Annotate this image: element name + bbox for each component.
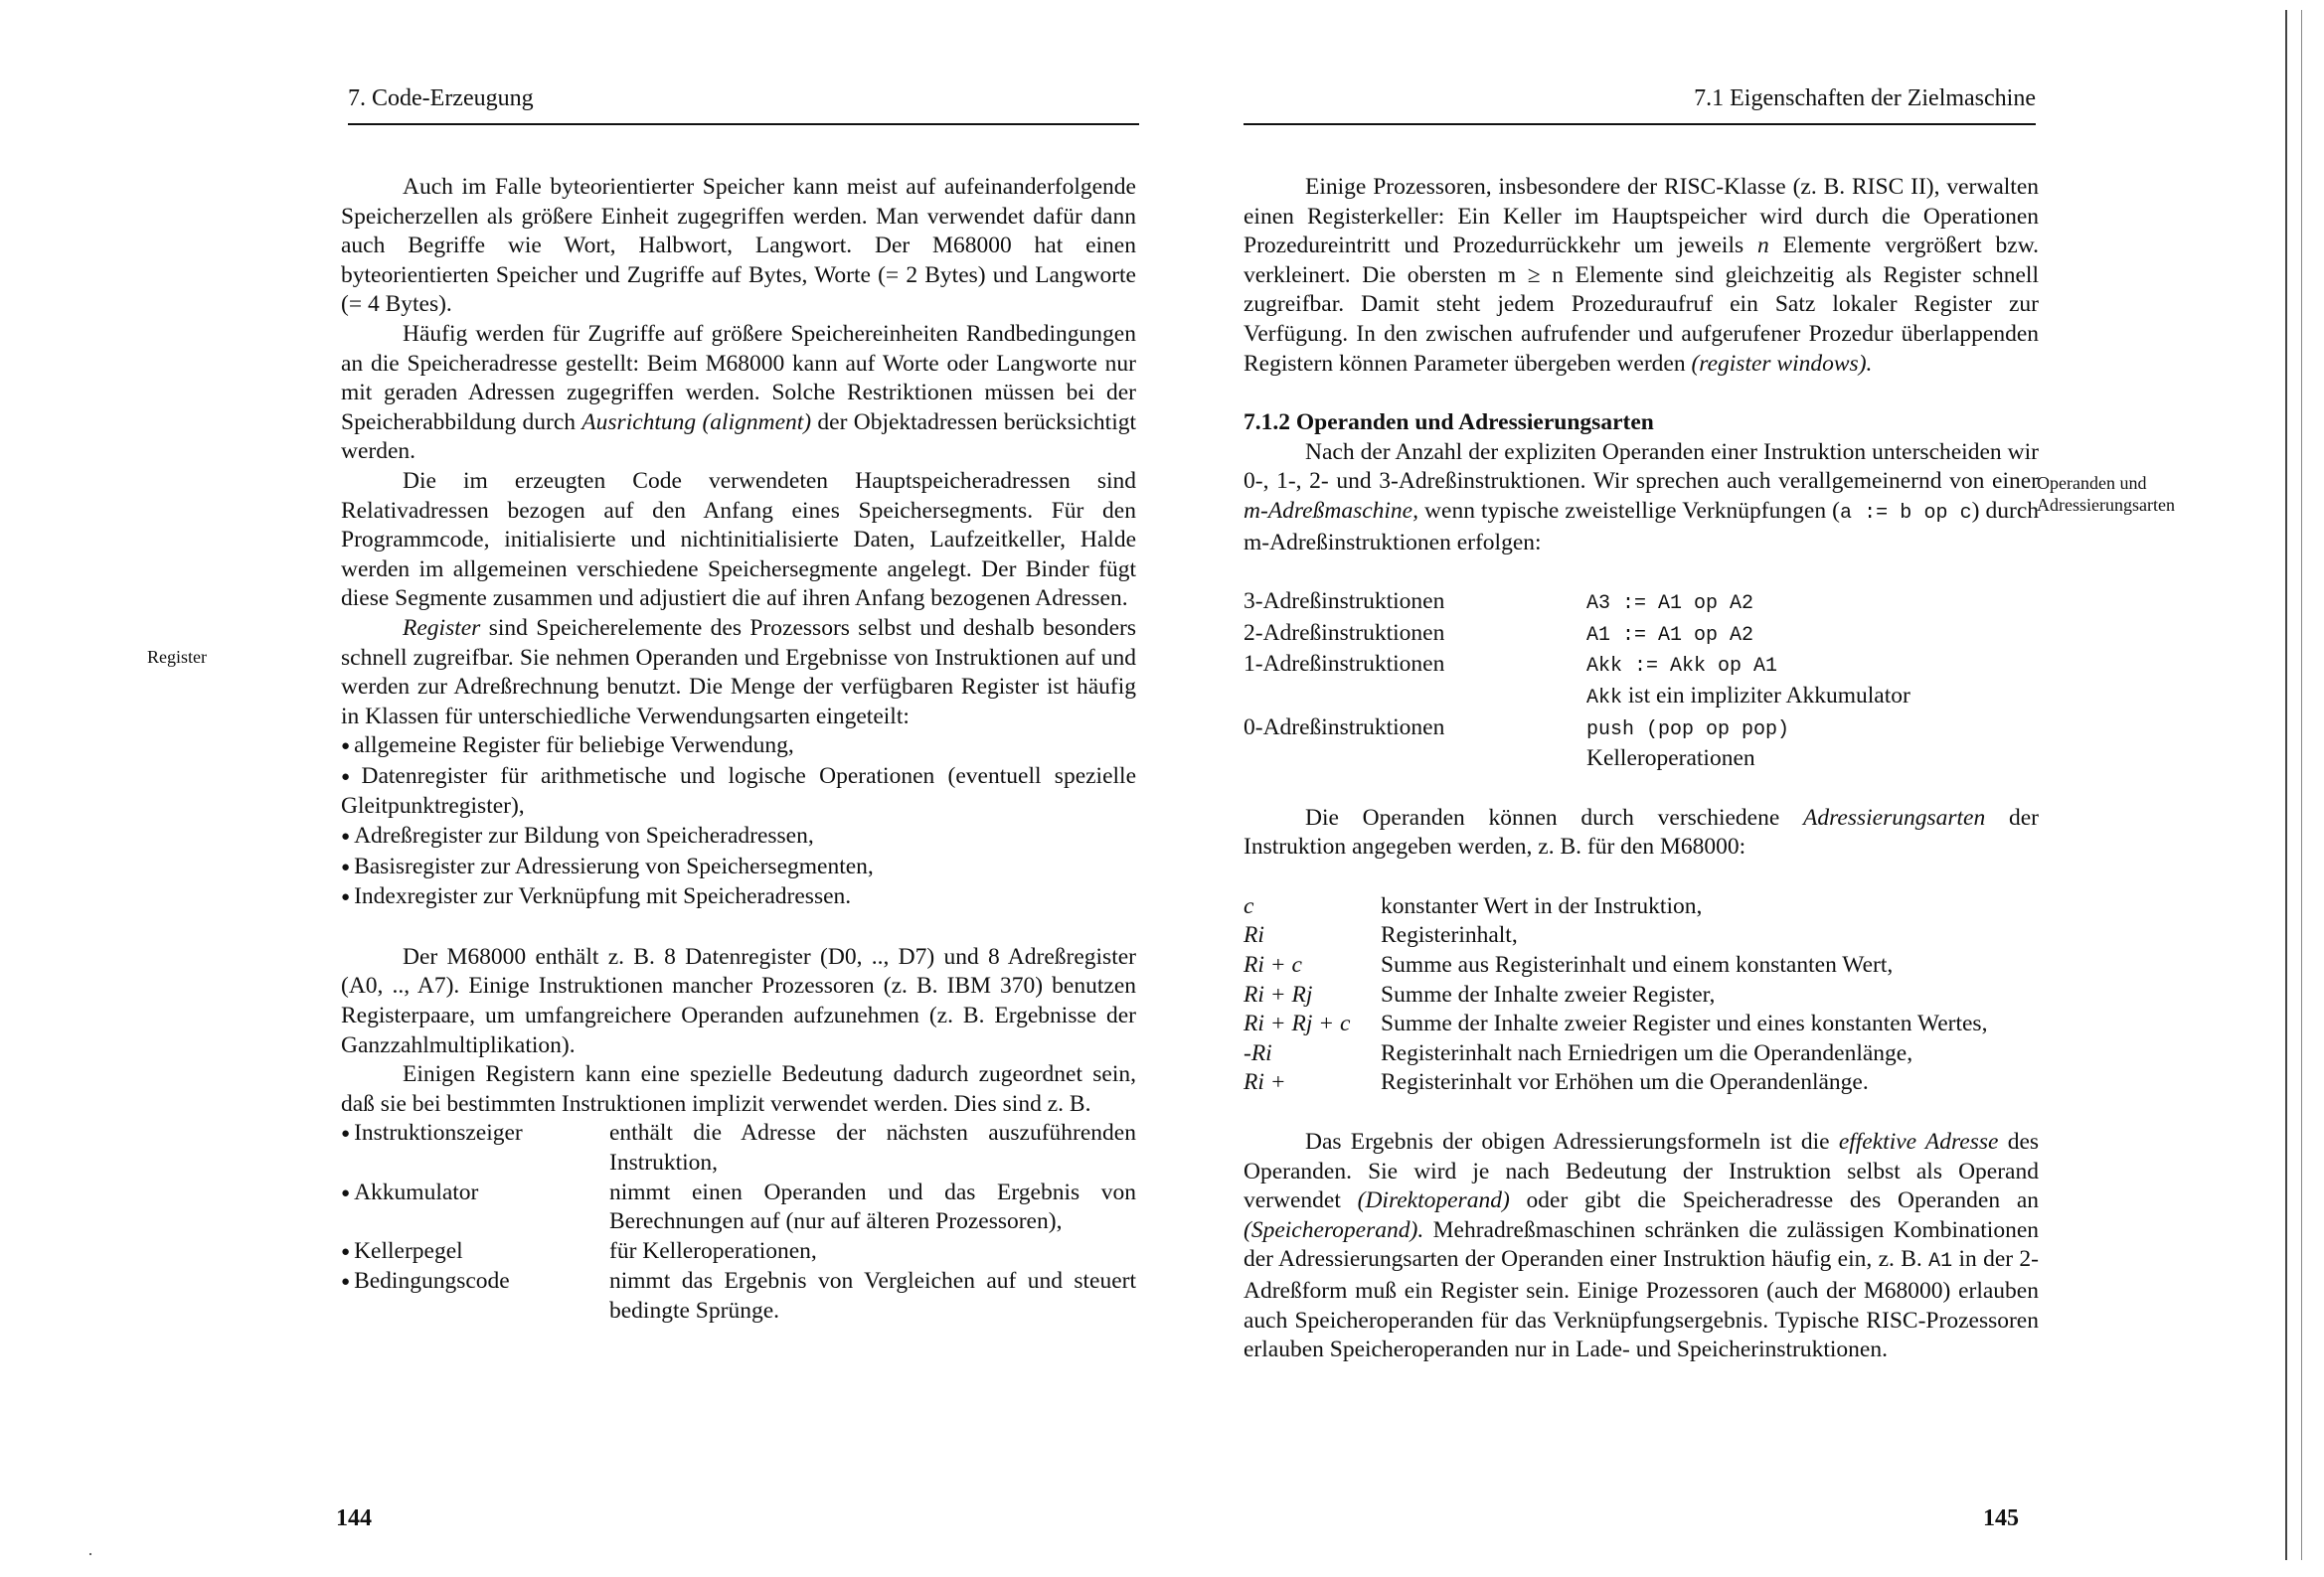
- paragraph: Register sind Speicherelemente des Prozessors selbst und deshalb besonders schnell zugreifbar. Sie nehmen Operanden und Ergebnisse von Instruktionen auf und werden zur Adreßrechnung benutzt. Die Menge der verfügbaren Register ist häufig in Klassen für unterschiedliche Verwendungsarten eingeteilt:: [341, 614, 1136, 729]
- list-item: ● allgemeine Register für beliebige Verwendung,: [341, 731, 1136, 762]
- paragraph: Die Operanden können durch verschiedene Adressierungsarten der Instruktion angegeben werden, z. B. für den M68000:: [1244, 804, 2039, 861]
- mode-symbol: Ri + Rj + c: [1244, 1011, 1351, 1037]
- instr-code: A1 := A1 op A2: [1586, 623, 1754, 647]
- instruction-table: [1244, 587, 2039, 774]
- mode-desc: Registerinhalt nach Erniedrigen um die Operandenlänge,: [1381, 1039, 1913, 1066]
- special-register-list: [341, 1119, 1136, 1326]
- mode-symbol: c: [1244, 892, 1254, 919]
- instr-label: 1-Adreßinstruktionen: [1244, 651, 1445, 678]
- list-term: ● Bedingungscode: [341, 1267, 609, 1326]
- mode-desc: Summe aus Registerinhalt und einem konstanten Wert,: [1381, 952, 1894, 979]
- instr-label: 2-Adreßinstruktionen: [1244, 619, 1445, 646]
- running-head-left: 7. Code-Erzeugung: [348, 83, 1139, 125]
- instr-label: 0-Adreßinstruktionen: [1244, 713, 1445, 740]
- scan-edge: [2301, 10, 2302, 1560]
- mode-desc: Registerinhalt,: [1381, 922, 1518, 949]
- instr-label: 3-Adreßinstruktionen: [1244, 588, 1445, 615]
- register-class-list: [341, 731, 1136, 913]
- list-term: ● Instruktionszeiger: [341, 1119, 609, 1178]
- paragraph: Die im erzeugten Code verwendeten Hauptspeicheradressen sind Relativadressen bezogen auf den Anfang eines Speichersegments. Für den Programmcode, initialisierte und nichtinitialisierte Daten, Laufzeitkeller, Halde werden im allgemeinen verschiedene Speichersegmente angelegt. Der Binder fügt diese Segmente zusammen und adjustiert die auf ihren Anfang bezogenen Adressen.: [341, 467, 1136, 612]
- paragraph: Einigen Registern kann eine spezielle Bedeutung dadurch zugeordnet sein, daß sie bei bestimmten Instruktionen implizit verwendet werden. Dies sind z. B.: [341, 1061, 1136, 1117]
- list-desc: enthält die Adresse der nächsten auszuführenden Instruktion,: [609, 1120, 1136, 1176]
- page-number-left: 144: [336, 1505, 372, 1531]
- list-term: ● Kellerpegel: [341, 1237, 609, 1268]
- scan-speck: ·: [87, 1544, 93, 1564]
- list-desc: nimmt das Ergebnis von Vergleichen auf und steuert bedingte Sprünge.: [609, 1268, 1136, 1324]
- addressing-mode-table: [1244, 892, 2039, 1098]
- margin-note-register: Register: [147, 647, 207, 667]
- margin-note-operanden: Operanden und Adressierungsarten: [2037, 473, 2175, 515]
- instr-label: [1244, 682, 1586, 713]
- paragraph: Einige Prozessoren, insbesondere der RISC-Klasse (z. B. RISC II), verwalten einen Registerkeller: Ein Keller im Hauptspeicher wird durch die Operationen Prozedureintritt und Prozedurrückkehr um jeweils n Elemente vergrößert bzw. verkleinert. Die obersten m ≥ n Elemente sind gleichzeitig als Register schnell zugreifbar. Damit steht jedem Prozeduraufruf ein Satz lokaler Register zur Verfügung. In den zwischen aufrufender und aufgerufener Prozedur überlappenden Registern können Parameter übergeben werden (register windows).: [1244, 174, 2040, 377]
- section-heading: 7.1.2 Operanden und Adressierungsarten: [1244, 409, 1654, 436]
- mode-desc: konstanter Wert in der Instruktion,: [1381, 892, 1703, 919]
- mode-desc: Registerinhalt vor Erhöhen um die Operandenlänge.: [1381, 1069, 1869, 1096]
- list-item: ● Datenregister für arithmetische und logische Operationen (eventuell spezielle Gleitpunktregister),: [341, 762, 1136, 822]
- list-desc: für Kelleroperationen,: [609, 1237, 817, 1264]
- paragraph: Das Ergebnis der obigen Adressierungsformeln ist die effektive Adresse des Operanden. Sie wird je nach Bedeutung der Instruktion selbst als Operand verwendet (Direktoperand) oder gibt die Speicheradresse des Operanden an (Speicheroperand). Mehradreßmaschinen schränken die zulässigen Kombinationen der Adressierungsarten der Operanden einer Instruktion häufig ein, z. B. A1 in der 2-Adreßform muß ein Register sein. Einige Prozessoren (auch der M68000) erlauben auch Speicheroperanden für das Verknüpfungsergebnis. Typische RISC-Prozessoren erlauben Speicheroperanden nur in Lade- und Speicherinstruktionen.: [1244, 1129, 2040, 1363]
- paragraph: Häufig werden für Zugriffe auf größere Speichereinheiten Randbedingungen an die Speicheradresse gestellt: Beim M68000 kann auf Worte oder Langworte nur mit geraden Adressen zugegriffen werden. Solche Restriktionen müssen bei der Speicherabbildung durch Ausrichtung (alignment) der Objektadressen berücksichtigt werden.: [341, 320, 1137, 465]
- list-term: ● Akkumulator: [341, 1179, 609, 1237]
- right-text-column: [1244, 173, 2039, 1365]
- instr-label: [1244, 744, 1586, 774]
- mode-symbol: Ri: [1244, 922, 1264, 949]
- mode-symbol: Ri + c: [1244, 952, 1302, 979]
- list-item: ● Basisregister zur Adressierung von Speichersegmenten,: [341, 853, 1136, 883]
- instr-code: Kelleroperationen: [1586, 745, 1755, 772]
- instr-code: push (pop op pop): [1586, 717, 1790, 741]
- mode-symbol: Ri +: [1244, 1069, 1286, 1096]
- paragraph: Der M68000 enthält z. B. 8 Datenregister (D0, .., D7) und 8 Adreßregister (A0, .., A7). Einige Instruktionen mancher Prozessoren (z. B. IBM 370) benutzen Registerpaare, um umfangreichere Operanden aufzunehmen (z. B. Ergebnisse der Ganzzahlmultiplikation).: [341, 943, 1136, 1058]
- instr-code: A3 := A1 op A2: [1586, 592, 1754, 616]
- mode-desc: Summe der Inhalte zweier Register,: [1381, 981, 1716, 1008]
- instr-code: Akk ist ein impliziter Akkumulator: [1586, 682, 1910, 710]
- instr-code: Akk := Akk op A1: [1586, 655, 1778, 679]
- left-text-column: [341, 173, 1136, 1327]
- running-head-right: 7.1 Eigenschaften der Zielmaschine: [1244, 83, 2036, 125]
- term-register: Register: [403, 614, 481, 641]
- mode-symbol: Ri + Rj: [1244, 981, 1313, 1008]
- list-desc: nimmt einen Operanden und das Ergebnis von Berechnungen auf (nur auf älteren Prozessoren),: [609, 1179, 1136, 1235]
- page-number-right: 145: [1983, 1505, 2019, 1531]
- mode-desc: Summe der Inhalte zweier Register und eines konstanten Wertes,: [1381, 1011, 1988, 1037]
- paragraph: Auch im Falle byteorientierter Speicher kann meist auf aufeinanderfolgende Speicherzellen als größere Einheit zugegriffen werden. Man verwendet dafür dann auch Begriffe wie Wort, Halbwort, Langwort. Der M68000 hat einen byteorientierten Speicher und Zugriffe auf Bytes, Worte (= 2 Bytes) und Langworte (= 4 Bytes).: [341, 174, 1136, 318]
- list-item: ● Adreßregister zur Bildung von Speicheradressen,: [341, 822, 1136, 853]
- list-item: ● Indexregister zur Verknüpfung mit Speicheradressen.: [341, 882, 1136, 913]
- right-page: [1162, 0, 2324, 1577]
- scan-edge: [2285, 10, 2287, 1560]
- mode-symbol: -Ri: [1244, 1039, 1272, 1066]
- paragraph: Nach der Anzahl der expliziten Operanden einer Instruktion unterscheiden wir 0-, 1-, 2- und 3-Adreßinstruktionen. Wir sprechen auch verallgemeinernd von einer m-Adreßmaschine, wenn typische zweistellige Verknüpfungen (a := b op c) durch m-Adreßinstruktionen erfolgen:: [1244, 438, 2039, 555]
